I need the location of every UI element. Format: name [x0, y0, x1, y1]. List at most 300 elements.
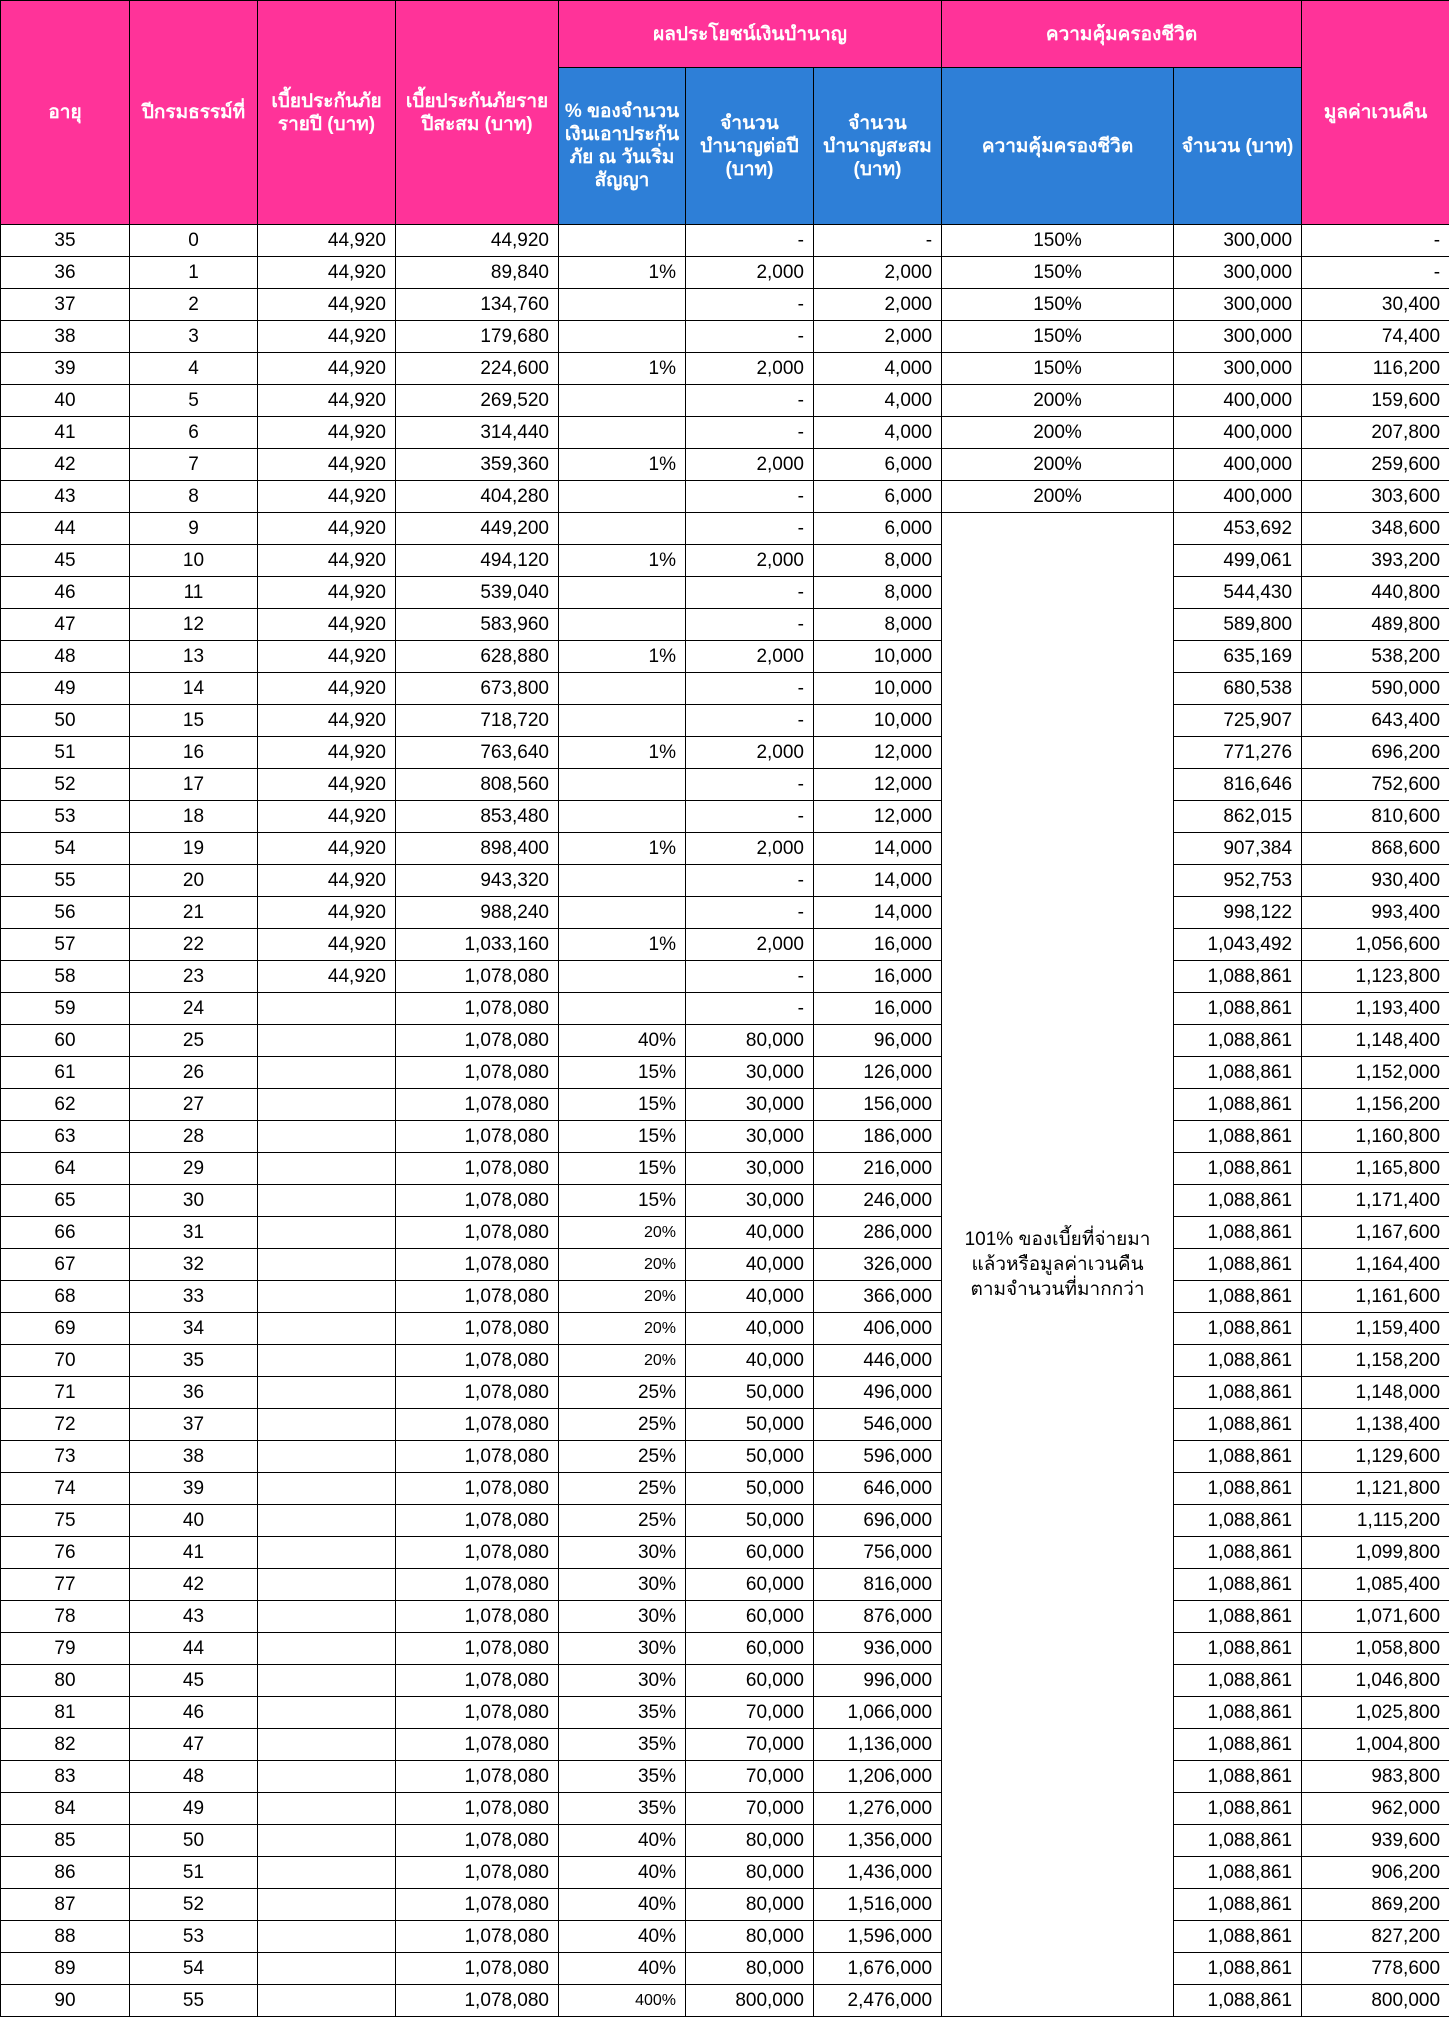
annuity-cumulative-cell: 246,000	[814, 1185, 942, 1217]
surrender-value-cell: 1,123,800	[1302, 961, 1449, 993]
pct-cell: 20%	[559, 1281, 686, 1313]
policy-year-cell: 22	[130, 929, 258, 961]
annual-premium-cell	[258, 1441, 396, 1473]
policy-year-cell: 38	[130, 1441, 258, 1473]
annuity-cumulative-cell: 4,000	[814, 385, 942, 417]
pct-cell: 25%	[559, 1441, 686, 1473]
annuity-per-year-cell: 80,000	[686, 1889, 814, 1921]
policy-year-cell: 47	[130, 1729, 258, 1761]
annual-premium-cell	[258, 1345, 396, 1377]
table-row	[1, 609, 1449, 641]
cumulative-premium-cell: 224,600	[396, 353, 559, 385]
pct-cell	[559, 609, 686, 641]
life-amount-cell: 1,088,861	[1174, 1377, 1302, 1409]
annual-premium-cell	[258, 1793, 396, 1825]
annual-premium-cell: 44,920	[258, 833, 396, 865]
age-cell: 84	[1, 1793, 130, 1825]
table-row	[1, 257, 1449, 289]
annuity-cumulative-cell: 14,000	[814, 897, 942, 929]
surrender-value-cell: 489,800	[1302, 609, 1449, 641]
surrender-value-cell: 1,171,400	[1302, 1185, 1449, 1217]
pct-cell: 1%	[559, 257, 686, 289]
age-cell: 65	[1, 1185, 130, 1217]
pct-cell: 15%	[559, 1121, 686, 1153]
life-amount-cell: 400,000	[1174, 385, 1302, 417]
annuity-cumulative-cell: 446,000	[814, 1345, 942, 1377]
life-amount-cell: 1,088,861	[1174, 1153, 1302, 1185]
age-cell: 81	[1, 1697, 130, 1729]
life-amount-cell: 1,088,861	[1174, 1921, 1302, 1953]
annual-premium-cell: 44,920	[258, 897, 396, 929]
annuity-per-year-cell: 60,000	[686, 1601, 814, 1633]
life-amount-cell: 998,122	[1174, 897, 1302, 929]
annuity-cumulative-cell: 646,000	[814, 1473, 942, 1505]
annual-premium-cell: 44,920	[258, 737, 396, 769]
policy-year-cell: 50	[130, 1825, 258, 1857]
surrender-value-cell: 303,600	[1302, 481, 1449, 513]
surrender-value-cell: 1,160,800	[1302, 1121, 1449, 1153]
policy-year-cell: 14	[130, 673, 258, 705]
surrender-value-cell: 538,200	[1302, 641, 1449, 673]
surrender-value-cell: 1,004,800	[1302, 1729, 1449, 1761]
annuity-per-year-cell: -	[686, 513, 814, 545]
age-cell: 40	[1, 385, 130, 417]
table-body	[1, 225, 1449, 2017]
surrender-value-cell: 74,400	[1302, 321, 1449, 353]
annual-premium-cell: 44,920	[258, 769, 396, 801]
pct-cell	[559, 289, 686, 321]
life-amount-cell: 1,088,861	[1174, 1825, 1302, 1857]
table-row	[1, 417, 1449, 449]
life-coverage-cell: 200%	[942, 417, 1174, 449]
annuity-per-year-cell: 60,000	[686, 1569, 814, 1601]
policy-year-cell: 53	[130, 1921, 258, 1953]
surrender-value-cell: 1,056,600	[1302, 929, 1449, 961]
pct-cell: 40%	[559, 1025, 686, 1057]
age-cell: 53	[1, 801, 130, 833]
annuity-cumulative-cell: 8,000	[814, 577, 942, 609]
annuity-cumulative-cell: 10,000	[814, 705, 942, 737]
age-cell: 85	[1, 1825, 130, 1857]
policy-year-cell: 17	[130, 769, 258, 801]
pct-cell: 35%	[559, 1793, 686, 1825]
policy-year-cell: 12	[130, 609, 258, 641]
life-amount-cell: 1,088,861	[1174, 1889, 1302, 1921]
age-cell: 45	[1, 545, 130, 577]
annuity-cumulative-cell: 406,000	[814, 1313, 942, 1345]
policy-year-cell: 16	[130, 737, 258, 769]
life-amount-cell: 1,088,861	[1174, 1761, 1302, 1793]
annuity-cumulative-cell: 10,000	[814, 641, 942, 673]
annual-premium-cell	[258, 1601, 396, 1633]
life-amount-cell: 1,088,861	[1174, 1537, 1302, 1569]
cumulative-premium-cell: 1,078,080	[396, 1441, 559, 1473]
pct-cell	[559, 225, 686, 257]
annual-premium-cell	[258, 1377, 396, 1409]
pct-cell: 1%	[559, 545, 686, 577]
cumulative-premium-cell: 808,560	[396, 769, 559, 801]
cumulative-premium-cell: 583,960	[396, 609, 559, 641]
cumulative-premium-cell: 1,078,080	[396, 1089, 559, 1121]
annuity-cumulative-cell: 8,000	[814, 609, 942, 641]
table-row	[1, 1441, 1449, 1473]
annuity-per-year-cell: 50,000	[686, 1473, 814, 1505]
surrender-value-cell: 939,600	[1302, 1825, 1449, 1857]
annual-premium-cell: 44,920	[258, 641, 396, 673]
policy-year-cell: 21	[130, 897, 258, 929]
life-amount-cell: 1,088,861	[1174, 1121, 1302, 1153]
life-amount-cell: 300,000	[1174, 353, 1302, 385]
life-amount-cell: 952,753	[1174, 865, 1302, 897]
cumulative-premium-cell: 89,840	[396, 257, 559, 289]
annuity-cumulative-cell: 6,000	[814, 481, 942, 513]
policy-year-cell: 42	[130, 1569, 258, 1601]
pct-cell: 15%	[559, 1153, 686, 1185]
table-row	[1, 1377, 1449, 1409]
annual-premium-cell	[258, 1697, 396, 1729]
cumulative-premium-cell: 1,078,080	[396, 961, 559, 993]
surrender-value-cell: 348,600	[1302, 513, 1449, 545]
annuity-per-year-cell: 2,000	[686, 737, 814, 769]
annual-premium-cell	[258, 993, 396, 1025]
table-row	[1, 1633, 1449, 1665]
annuity-per-year-cell: 80,000	[686, 1857, 814, 1889]
cumulative-premium-cell: 1,078,080	[396, 1153, 559, 1185]
life-amount-cell: 680,538	[1174, 673, 1302, 705]
annual-premium-cell	[258, 1569, 396, 1601]
life-amount-cell: 1,088,861	[1174, 1185, 1302, 1217]
surrender-value-cell: 869,200	[1302, 1889, 1449, 1921]
life-amount-cell: 1,088,861	[1174, 1409, 1302, 1441]
header-pct-sum-insured: % ของจำนวนเงินเอาประกันภัย ณ วันเริ่มสัญญา	[559, 68, 686, 225]
table-row	[1, 1473, 1449, 1505]
annuity-per-year-cell: -	[686, 801, 814, 833]
age-cell: 77	[1, 1569, 130, 1601]
annuity-cumulative-cell: 14,000	[814, 865, 942, 897]
cumulative-premium-cell: 1,078,080	[396, 1729, 559, 1761]
table-row	[1, 1249, 1449, 1281]
age-cell: 64	[1, 1153, 130, 1185]
cumulative-premium-cell: 134,760	[396, 289, 559, 321]
table-row	[1, 321, 1449, 353]
age-cell: 68	[1, 1281, 130, 1313]
age-cell: 56	[1, 897, 130, 929]
life-amount-cell: 1,088,861	[1174, 1697, 1302, 1729]
age-cell: 66	[1, 1217, 130, 1249]
cumulative-premium-cell: 1,078,080	[396, 1121, 559, 1153]
annuity-cumulative-cell: 496,000	[814, 1377, 942, 1409]
annual-premium-cell: 44,920	[258, 801, 396, 833]
cumulative-premium-cell: 404,280	[396, 481, 559, 513]
surrender-value-cell: 962,000	[1302, 1793, 1449, 1825]
cumulative-premium-cell: 494,120	[396, 545, 559, 577]
life-coverage-cell: 150%	[942, 257, 1174, 289]
annuity-per-year-cell: 80,000	[686, 1953, 814, 1985]
annuity-per-year-cell: 2,000	[686, 833, 814, 865]
life-amount-cell: 1,088,861	[1174, 1473, 1302, 1505]
table-row	[1, 1057, 1449, 1089]
pct-cell: 30%	[559, 1665, 686, 1697]
annual-premium-cell	[258, 1025, 396, 1057]
life-amount-cell: 400,000	[1174, 449, 1302, 481]
life-amount-cell: 544,430	[1174, 577, 1302, 609]
table-row	[1, 353, 1449, 385]
life-amount-cell: 1,088,861	[1174, 1505, 1302, 1537]
cumulative-premium-cell: 673,800	[396, 673, 559, 705]
annuity-per-year-cell: 40,000	[686, 1345, 814, 1377]
pct-cell: 35%	[559, 1761, 686, 1793]
annual-premium-cell: 44,920	[258, 865, 396, 897]
cumulative-premium-cell: 943,320	[396, 865, 559, 897]
table-row	[1, 385, 1449, 417]
annuity-per-year-cell: 30,000	[686, 1153, 814, 1185]
pct-cell: 40%	[559, 1889, 686, 1921]
age-cell: 88	[1, 1921, 130, 1953]
table-row	[1, 1601, 1449, 1633]
age-cell: 42	[1, 449, 130, 481]
pct-cell: 25%	[559, 1505, 686, 1537]
table-row	[1, 1185, 1449, 1217]
age-cell: 52	[1, 769, 130, 801]
table-row	[1, 865, 1449, 897]
pct-cell: 1%	[559, 641, 686, 673]
cumulative-premium-cell: 1,078,080	[396, 1377, 559, 1409]
age-cell: 44	[1, 513, 130, 545]
age-cell: 50	[1, 705, 130, 737]
cumulative-premium-cell: 1,078,080	[396, 1793, 559, 1825]
policy-year-cell: 18	[130, 801, 258, 833]
annuity-per-year-cell: 40,000	[686, 1313, 814, 1345]
annuity-cumulative-cell: -	[814, 225, 942, 257]
life-amount-cell: 300,000	[1174, 321, 1302, 353]
table-row	[1, 961, 1449, 993]
pct-cell: 1%	[559, 449, 686, 481]
annual-premium-cell	[258, 1281, 396, 1313]
cumulative-premium-cell: 1,078,080	[396, 1857, 559, 1889]
table-row	[1, 1313, 1449, 1345]
pct-cell: 30%	[559, 1601, 686, 1633]
surrender-value-cell: 993,400	[1302, 897, 1449, 929]
age-cell: 47	[1, 609, 130, 641]
age-cell: 62	[1, 1089, 130, 1121]
policy-year-cell: 35	[130, 1345, 258, 1377]
policy-year-cell: 34	[130, 1313, 258, 1345]
annual-premium-cell	[258, 1473, 396, 1505]
pct-cell	[559, 321, 686, 353]
life-amount-cell: 1,088,861	[1174, 1057, 1302, 1089]
annual-premium-cell: 44,920	[258, 513, 396, 545]
age-cell: 41	[1, 417, 130, 449]
life-amount-cell: 1,088,861	[1174, 1281, 1302, 1313]
table-row	[1, 1569, 1449, 1601]
pct-cell: 15%	[559, 1057, 686, 1089]
annuity-per-year-cell: -	[686, 609, 814, 641]
pct-cell: 30%	[559, 1633, 686, 1665]
life-amount-cell: 400,000	[1174, 481, 1302, 513]
annual-premium-cell: 44,920	[258, 417, 396, 449]
annuity-cumulative-cell: 8,000	[814, 545, 942, 577]
annuity-cumulative-cell: 1,066,000	[814, 1697, 942, 1729]
policy-year-cell: 54	[130, 1953, 258, 1985]
annuity-per-year-cell: -	[686, 577, 814, 609]
life-coverage-cell: 200%	[942, 385, 1174, 417]
annuity-per-year-cell: 2,000	[686, 449, 814, 481]
cumulative-premium-cell: 1,078,080	[396, 1761, 559, 1793]
annual-premium-cell	[258, 1953, 396, 1985]
pct-cell	[559, 577, 686, 609]
cumulative-premium-cell: 1,078,080	[396, 1217, 559, 1249]
annuity-cumulative-cell: 1,276,000	[814, 1793, 942, 1825]
pct-cell: 30%	[559, 1537, 686, 1569]
annuity-per-year-cell: -	[686, 897, 814, 929]
surrender-value-cell: 1,046,800	[1302, 1665, 1449, 1697]
policy-year-cell: 3	[130, 321, 258, 353]
life-amount-cell: 453,692	[1174, 513, 1302, 545]
age-cell: 71	[1, 1377, 130, 1409]
table-row	[1, 1281, 1449, 1313]
annuity-per-year-cell: 30,000	[686, 1121, 814, 1153]
policy-year-cell: 7	[130, 449, 258, 481]
cumulative-premium-cell: 314,440	[396, 417, 559, 449]
annuity-per-year-cell: 2,000	[686, 641, 814, 673]
pct-cell: 20%	[559, 1249, 686, 1281]
age-cell: 73	[1, 1441, 130, 1473]
surrender-value-cell: 1,158,200	[1302, 1345, 1449, 1377]
age-cell: 87	[1, 1889, 130, 1921]
pct-cell: 20%	[559, 1313, 686, 1345]
life-amount-cell: 1,088,861	[1174, 1601, 1302, 1633]
age-cell: 76	[1, 1537, 130, 1569]
policy-year-cell: 6	[130, 417, 258, 449]
pct-cell: 15%	[559, 1185, 686, 1217]
surrender-value-cell: 643,400	[1302, 705, 1449, 737]
table-row	[1, 1217, 1449, 1249]
annuity-per-year-cell: 40,000	[686, 1217, 814, 1249]
policy-year-cell: 29	[130, 1153, 258, 1185]
age-cell: 67	[1, 1249, 130, 1281]
surrender-value-cell: 778,600	[1302, 1953, 1449, 1985]
annual-premium-cell: 44,920	[258, 609, 396, 641]
policy-year-cell: 41	[130, 1537, 258, 1569]
table-row	[1, 577, 1449, 609]
pct-cell	[559, 481, 686, 513]
annuity-cumulative-cell: 1,516,000	[814, 1889, 942, 1921]
annuity-cumulative-cell: 12,000	[814, 737, 942, 769]
table-row	[1, 929, 1449, 961]
age-cell: 57	[1, 929, 130, 961]
age-cell: 74	[1, 1473, 130, 1505]
annuity-per-year-cell: 40,000	[686, 1281, 814, 1313]
surrender-value-cell: 1,165,800	[1302, 1153, 1449, 1185]
surrender-value-cell: 1,148,000	[1302, 1377, 1449, 1409]
annuity-per-year-cell: -	[686, 417, 814, 449]
pct-cell: 400%	[559, 1985, 686, 2017]
surrender-value-cell: 1,025,800	[1302, 1697, 1449, 1729]
cumulative-premium-cell: 1,078,080	[396, 1345, 559, 1377]
table-row	[1, 1121, 1449, 1153]
annual-premium-cell	[258, 1505, 396, 1537]
annuity-cumulative-cell: 6,000	[814, 449, 942, 481]
annuity-per-year-cell: 70,000	[686, 1761, 814, 1793]
table-row	[1, 993, 1449, 1025]
header-surrender-value: มูลค่าเวนคืน	[1302, 1, 1449, 225]
pct-cell	[559, 673, 686, 705]
cumulative-premium-cell: 1,078,080	[396, 1185, 559, 1217]
annuity-cumulative-cell: 2,000	[814, 321, 942, 353]
header-age: อายุ	[1, 1, 130, 225]
table-row	[1, 481, 1449, 513]
table-row	[1, 1505, 1449, 1537]
annual-premium-cell: 44,920	[258, 545, 396, 577]
pct-cell: 20%	[559, 1217, 686, 1249]
surrender-value-cell: 868,600	[1302, 833, 1449, 865]
pct-cell	[559, 961, 686, 993]
pct-cell: 1%	[559, 929, 686, 961]
policy-year-cell: 0	[130, 225, 258, 257]
pct-cell: 40%	[559, 1921, 686, 1953]
header-life-amount: จำนวน (บาท)	[1174, 68, 1302, 225]
surrender-value-cell: -	[1302, 225, 1449, 257]
annual-premium-cell: 44,920	[258, 961, 396, 993]
surrender-value-cell: 810,600	[1302, 801, 1449, 833]
annuity-cumulative-cell: 1,206,000	[814, 1761, 942, 1793]
life-amount-cell: 300,000	[1174, 225, 1302, 257]
annual-premium-cell	[258, 1985, 396, 2017]
annuity-cumulative-cell: 596,000	[814, 1441, 942, 1473]
annuity-per-year-cell: 70,000	[686, 1729, 814, 1761]
life-coverage-cell: 150%	[942, 321, 1174, 353]
annuity-per-year-cell: -	[686, 385, 814, 417]
annual-premium-cell	[258, 1761, 396, 1793]
pct-cell: 1%	[559, 833, 686, 865]
annuity-per-year-cell: 50,000	[686, 1409, 814, 1441]
pct-cell	[559, 705, 686, 737]
table-row	[1, 1729, 1449, 1761]
life-coverage-cell: 200%	[942, 481, 1174, 513]
life-amount-cell: 400,000	[1174, 417, 1302, 449]
table-row	[1, 1025, 1449, 1057]
header-life-group: ความคุ้มครองชีวิต	[942, 1, 1302, 68]
annuity-per-year-cell: 30,000	[686, 1057, 814, 1089]
policy-year-cell: 46	[130, 1697, 258, 1729]
annuity-cumulative-cell: 2,000	[814, 289, 942, 321]
coverage-note: 101% ของเบี้ยที่จ่ายมาแล้วหรือมูลค่าเวนคืนตามจำนวนที่มากกว่า	[942, 513, 1174, 2017]
pct-cell: 20%	[559, 1345, 686, 1377]
annuity-per-year-cell: 800,000	[686, 1985, 814, 2017]
annuity-cumulative-cell: 156,000	[814, 1089, 942, 1121]
policy-year-cell: 24	[130, 993, 258, 1025]
surrender-value-cell: 906,200	[1302, 1857, 1449, 1889]
annuity-per-year-cell: 2,000	[686, 545, 814, 577]
life-amount-cell: 1,088,861	[1174, 961, 1302, 993]
annuity-cumulative-cell: 286,000	[814, 1217, 942, 1249]
table-row	[1, 1857, 1449, 1889]
policy-year-cell: 51	[130, 1857, 258, 1889]
pct-cell	[559, 865, 686, 897]
life-amount-cell: 1,043,492	[1174, 929, 1302, 961]
annuity-per-year-cell: -	[686, 769, 814, 801]
table-row	[1, 1697, 1449, 1729]
annuity-cumulative-cell: 14,000	[814, 833, 942, 865]
age-cell: 60	[1, 1025, 130, 1057]
policy-year-cell: 30	[130, 1185, 258, 1217]
age-cell: 54	[1, 833, 130, 865]
annuity-per-year-cell: 60,000	[686, 1665, 814, 1697]
annual-premium-cell: 44,920	[258, 385, 396, 417]
cumulative-premium-cell: 1,078,080	[396, 1953, 559, 1985]
surrender-value-cell: 1,148,400	[1302, 1025, 1449, 1057]
cumulative-premium-cell: 1,078,080	[396, 1057, 559, 1089]
